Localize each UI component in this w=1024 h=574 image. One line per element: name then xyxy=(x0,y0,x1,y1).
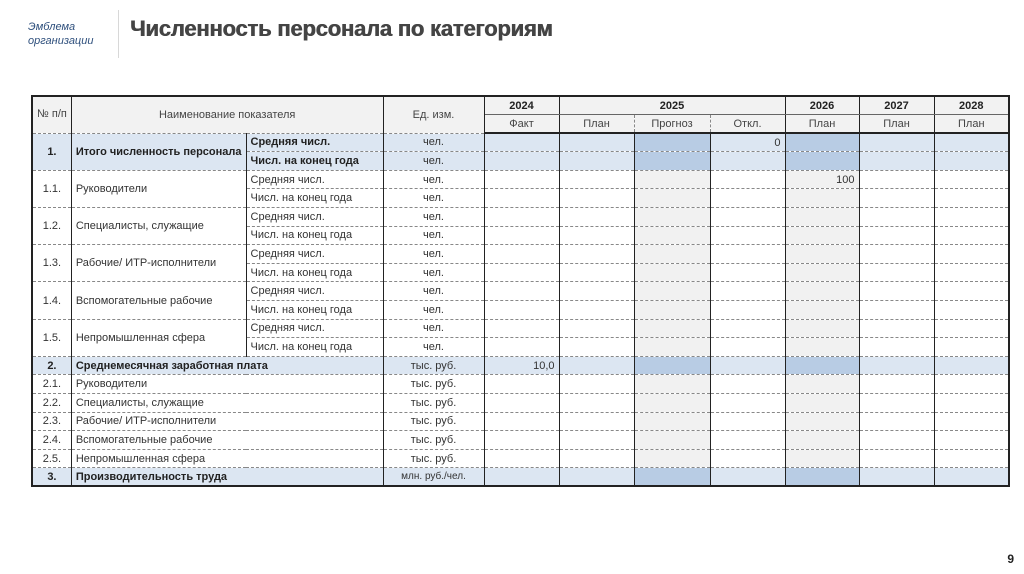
organization-logo-placeholder: Эмблема организации xyxy=(28,21,94,47)
cell-plan-2028[interactable] xyxy=(934,245,1009,264)
cell-forecast-2025[interactable] xyxy=(634,394,710,413)
cell-plan-2026[interactable] xyxy=(785,133,859,152)
row-unit: чел. xyxy=(383,208,484,227)
header-forecast-2025: Прогноз xyxy=(634,115,710,134)
row-num: 2.5. xyxy=(32,449,71,468)
cell-deviation-2025[interactable]: 0 xyxy=(710,133,785,152)
cell-deviation-2025[interactable] xyxy=(710,170,785,189)
cell-plan-2025[interactable] xyxy=(559,375,634,394)
cell-plan-2028[interactable] xyxy=(934,468,1009,487)
cell-fact-2024[interactable] xyxy=(484,375,559,394)
header-plan-2028: План xyxy=(934,115,1009,134)
row-subname: Числ. на конец года xyxy=(246,338,383,357)
cell-plan-2028[interactable] xyxy=(934,394,1009,413)
table-row xyxy=(32,170,1009,189)
cell-fact-2024[interactable] xyxy=(484,226,559,245)
row-unit: тыс. руб. xyxy=(383,449,484,468)
cell-plan-2026[interactable] xyxy=(785,356,859,375)
cell-plan-2027[interactable] xyxy=(859,226,934,245)
cell-forecast-2025[interactable] xyxy=(634,468,710,487)
row-subname: Средняя числ. xyxy=(246,170,383,189)
table-row xyxy=(32,431,1009,450)
row-name: Итого численность персонала xyxy=(71,133,246,170)
row-unit: млн. руб./чел. xyxy=(383,468,484,487)
cell-forecast-2025[interactable] xyxy=(634,319,710,338)
cell-plan-2025[interactable] xyxy=(559,226,634,245)
cell-plan-2028[interactable] xyxy=(934,301,1009,320)
row-subname: Числ. на конец года xyxy=(246,152,383,171)
cell-deviation-2025[interactable] xyxy=(710,189,785,208)
cell-plan-2025[interactable] xyxy=(559,152,634,171)
cell-plan-2028[interactable] xyxy=(934,170,1009,189)
cell-fact-2024[interactable] xyxy=(484,263,559,282)
cell-plan-2026[interactable] xyxy=(785,301,859,320)
table-row xyxy=(32,245,1009,264)
row-unit: чел. xyxy=(383,170,484,189)
cell-plan-2025[interactable] xyxy=(559,170,634,189)
cell-plan-2027[interactable] xyxy=(859,263,934,282)
row-name: Руководители xyxy=(71,375,383,394)
cell-plan-2027[interactable] xyxy=(859,319,934,338)
cell-plan-2026[interactable] xyxy=(785,412,859,431)
row-name: Рабочие/ ИТР-исполнители xyxy=(71,412,383,431)
row-name: Вспомогательные рабочие xyxy=(71,431,383,450)
cell-plan-2025[interactable] xyxy=(559,338,634,357)
cell-plan-2028[interactable] xyxy=(934,431,1009,450)
cell-plan-2027[interactable] xyxy=(859,282,934,301)
row-name: Непромышленная сфера xyxy=(71,319,246,356)
cell-deviation-2025[interactable] xyxy=(710,338,785,357)
table-row xyxy=(32,375,1009,394)
row-unit: чел. xyxy=(383,189,484,208)
header-fact-2024: Факт xyxy=(484,115,559,134)
cell-deviation-2025[interactable] xyxy=(710,152,785,171)
cell-forecast-2025[interactable] xyxy=(634,263,710,282)
row-num: 1.5. xyxy=(32,319,71,356)
cell-plan-2028[interactable] xyxy=(934,319,1009,338)
row-name: Руководители xyxy=(71,170,246,207)
cell-forecast-2025[interactable] xyxy=(634,133,710,152)
cell-plan-2025[interactable] xyxy=(559,394,634,413)
cell-plan-2026[interactable]: 100 xyxy=(785,170,859,189)
cell-deviation-2025[interactable] xyxy=(710,412,785,431)
table-row xyxy=(32,133,1009,152)
cell-plan-2025[interactable] xyxy=(559,189,634,208)
page-number: 9 xyxy=(1007,552,1014,566)
table-row xyxy=(32,208,1009,227)
cell-plan-2026[interactable] xyxy=(785,319,859,338)
row-unit: чел. xyxy=(383,282,484,301)
cell-fact-2024[interactable] xyxy=(484,152,559,171)
cell-plan-2025[interactable] xyxy=(559,449,634,468)
row-unit: чел. xyxy=(383,133,484,152)
cell-fact-2024[interactable] xyxy=(484,468,559,487)
cell-plan-2028[interactable] xyxy=(934,263,1009,282)
row-unit: тыс. руб. xyxy=(383,394,484,413)
row-subname: Средняя числ. xyxy=(246,282,383,301)
header-unit: Ед. изм. xyxy=(383,96,484,133)
row-name: Производительность труда xyxy=(71,468,383,487)
row-unit: чел. xyxy=(383,319,484,338)
cell-plan-2027[interactable] xyxy=(859,449,934,468)
row-unit: чел. xyxy=(383,226,484,245)
cell-plan-2028[interactable] xyxy=(934,282,1009,301)
cell-plan-2028[interactable] xyxy=(934,375,1009,394)
row-unit: чел. xyxy=(383,338,484,357)
cell-forecast-2025[interactable] xyxy=(634,338,710,357)
table-row xyxy=(32,394,1009,413)
row-subname: Средняя числ. xyxy=(246,245,383,264)
cell-forecast-2025[interactable] xyxy=(634,356,710,375)
cell-plan-2026[interactable] xyxy=(785,208,859,227)
cell-plan-2026[interactable] xyxy=(785,468,859,487)
cell-fact-2024[interactable] xyxy=(484,301,559,320)
table-row xyxy=(32,468,1009,487)
cell-plan-2026[interactable] xyxy=(785,431,859,450)
row-num: 2.4. xyxy=(32,431,71,450)
cell-fact-2024[interactable] xyxy=(484,319,559,338)
table-row xyxy=(32,356,1009,375)
cell-forecast-2025[interactable] xyxy=(634,301,710,320)
page-title: Численность персонала по категориям xyxy=(130,16,553,41)
cell-plan-2028[interactable] xyxy=(934,356,1009,375)
row-name: Вспомогательные рабочие xyxy=(71,282,246,319)
header-num-label: № п/п xyxy=(37,108,67,121)
header-year-2024: 2024 xyxy=(484,96,559,115)
cell-plan-2026[interactable] xyxy=(785,449,859,468)
cell-forecast-2025[interactable] xyxy=(634,170,710,189)
cell-plan-2028[interactable] xyxy=(934,449,1009,468)
header-deviation-2025: Откл. xyxy=(710,115,785,134)
cell-forecast-2025[interactable] xyxy=(634,189,710,208)
cell-plan-2025[interactable] xyxy=(559,431,634,450)
cell-deviation-2025[interactable] xyxy=(710,375,785,394)
cell-fact-2024[interactable] xyxy=(484,189,559,208)
cell-deviation-2025[interactable] xyxy=(710,301,785,320)
cell-forecast-2025[interactable] xyxy=(634,226,710,245)
table-row xyxy=(32,449,1009,468)
row-num: 3. xyxy=(32,468,71,487)
cell-deviation-2025[interactable] xyxy=(710,263,785,282)
cell-plan-2027[interactable] xyxy=(859,356,934,375)
row-subname: Средняя числ. xyxy=(246,133,383,152)
cell-fact-2024[interactable] xyxy=(484,245,559,264)
cell-plan-2027[interactable] xyxy=(859,394,934,413)
cell-plan-2026[interactable] xyxy=(785,226,859,245)
row-unit: чел. xyxy=(383,263,484,282)
row-name: Непромышленная сфера xyxy=(71,449,383,468)
row-subname: Числ. на конец года xyxy=(246,301,383,320)
cell-plan-2028[interactable] xyxy=(934,133,1009,152)
cell-plan-2025[interactable] xyxy=(559,282,634,301)
cell-forecast-2025[interactable] xyxy=(634,152,710,171)
cell-plan-2026[interactable] xyxy=(785,394,859,413)
staff-table xyxy=(31,95,1010,487)
cell-forecast-2025[interactable] xyxy=(634,412,710,431)
cell-fact-2024[interactable]: 10,0 xyxy=(484,356,559,375)
cell-plan-2027[interactable] xyxy=(859,133,934,152)
cell-deviation-2025[interactable] xyxy=(710,319,785,338)
header-plan-2026: План xyxy=(785,115,859,134)
cell-plan-2027[interactable] xyxy=(859,338,934,357)
cell-plan-2025[interactable] xyxy=(559,133,634,152)
cell-plan-2027[interactable] xyxy=(859,375,934,394)
cell-deviation-2025[interactable] xyxy=(710,356,785,375)
row-name: Специалисты, служащие xyxy=(71,394,383,413)
row-subname: Числ. на конец года xyxy=(246,263,383,282)
cell-plan-2025[interactable] xyxy=(559,356,634,375)
cell-plan-2026[interactable] xyxy=(785,263,859,282)
cell-plan-2027[interactable] xyxy=(859,301,934,320)
header-plan-2025: План xyxy=(559,115,634,134)
cell-fact-2024[interactable] xyxy=(484,133,559,152)
cell-forecast-2025[interactable] xyxy=(634,375,710,394)
cell-plan-2028[interactable] xyxy=(934,189,1009,208)
row-unit: тыс. руб. xyxy=(383,412,484,431)
row-num: 2. xyxy=(32,356,71,375)
cell-plan-2026[interactable] xyxy=(785,189,859,208)
table-row xyxy=(32,282,1009,301)
cell-forecast-2025[interactable] xyxy=(634,282,710,301)
cell-plan-2028[interactable] xyxy=(934,226,1009,245)
cell-fact-2024[interactable] xyxy=(484,449,559,468)
cell-plan-2027[interactable] xyxy=(859,468,934,487)
header-plan-2027: План xyxy=(859,115,934,134)
cell-plan-2027[interactable] xyxy=(859,412,934,431)
cell-plan-2028[interactable] xyxy=(934,338,1009,357)
row-name: Рабочие/ ИТР-исполнители xyxy=(71,245,246,282)
cell-plan-2028[interactable] xyxy=(934,412,1009,431)
header-year-2025: 2025 xyxy=(559,96,785,115)
row-num: 2.2. xyxy=(32,394,71,413)
cell-deviation-2025[interactable] xyxy=(710,245,785,264)
cell-forecast-2025[interactable] xyxy=(634,449,710,468)
cell-deviation-2025[interactable] xyxy=(710,394,785,413)
cell-forecast-2025[interactable] xyxy=(634,245,710,264)
cell-fact-2024[interactable] xyxy=(484,412,559,431)
cell-plan-2028[interactable] xyxy=(934,152,1009,171)
row-unit: чел. xyxy=(383,152,484,171)
cell-plan-2027[interactable] xyxy=(859,245,934,264)
row-num: 1.2. xyxy=(32,208,71,245)
cell-fact-2024[interactable] xyxy=(484,431,559,450)
header-year-2028: 2028 xyxy=(934,96,1009,115)
row-num: 1.3. xyxy=(32,245,71,282)
cell-deviation-2025[interactable] xyxy=(710,449,785,468)
row-unit: тыс. руб. xyxy=(383,356,484,375)
cell-fact-2024[interactable] xyxy=(484,282,559,301)
row-subname: Числ. на конец года xyxy=(246,189,383,208)
cell-plan-2027[interactable] xyxy=(859,152,934,171)
cell-deviation-2025[interactable] xyxy=(710,431,785,450)
cell-fact-2024[interactable] xyxy=(484,170,559,189)
cell-plan-2027[interactable] xyxy=(859,208,934,227)
cell-plan-2028[interactable] xyxy=(934,208,1009,227)
cell-fact-2024[interactable] xyxy=(484,338,559,357)
cell-plan-2025[interactable] xyxy=(559,319,634,338)
cell-plan-2026[interactable] xyxy=(785,152,859,171)
row-subname: Средняя числ. xyxy=(246,319,383,338)
row-subname: Числ. на конец года xyxy=(246,226,383,245)
header-year-2027: 2027 xyxy=(859,96,934,115)
header-divider xyxy=(118,10,119,58)
row-unit: тыс. руб. xyxy=(383,375,484,394)
row-num: 1.1. xyxy=(32,170,71,207)
cell-plan-2025[interactable] xyxy=(559,245,634,264)
row-num: 2.3. xyxy=(32,412,71,431)
row-name: Специалисты, служащие xyxy=(71,208,246,245)
cell-forecast-2025[interactable] xyxy=(634,208,710,227)
cell-plan-2025[interactable] xyxy=(559,412,634,431)
row-num: 2.1. xyxy=(32,375,71,394)
cell-plan-2025[interactable] xyxy=(559,468,634,487)
row-unit: тыс. руб. xyxy=(383,431,484,450)
cell-forecast-2025[interactable] xyxy=(634,431,710,450)
table-row xyxy=(32,412,1009,431)
header-num xyxy=(32,96,71,133)
row-num: 1.4. xyxy=(32,282,71,319)
cell-plan-2027[interactable] xyxy=(859,189,934,208)
cell-plan-2027[interactable] xyxy=(859,170,934,189)
cell-plan-2026[interactable] xyxy=(785,245,859,264)
row-name: Среднемесячная заработная плата xyxy=(71,356,383,375)
cell-deviation-2025[interactable] xyxy=(710,226,785,245)
cell-plan-2027[interactable] xyxy=(859,431,934,450)
row-unit: чел. xyxy=(383,245,484,264)
cell-deviation-2025[interactable] xyxy=(710,208,785,227)
cell-deviation-2025[interactable] xyxy=(710,468,785,487)
cell-plan-2025[interactable] xyxy=(559,263,634,282)
cell-plan-2025[interactable] xyxy=(559,208,634,227)
row-num: 1. xyxy=(32,133,71,170)
header-year-2026: 2026 xyxy=(785,96,859,115)
row-unit: чел. xyxy=(383,301,484,320)
cell-fact-2024[interactable] xyxy=(484,208,559,227)
cell-plan-2026[interactable] xyxy=(785,282,859,301)
cell-plan-2026[interactable] xyxy=(785,338,859,357)
cell-fact-2024[interactable] xyxy=(484,394,559,413)
header-name: Наименование показателя xyxy=(71,96,383,133)
table-row xyxy=(32,319,1009,338)
cell-plan-2026[interactable] xyxy=(785,375,859,394)
cell-deviation-2025[interactable] xyxy=(710,282,785,301)
cell-plan-2025[interactable] xyxy=(559,301,634,320)
row-subname: Средняя числ. xyxy=(246,208,383,227)
